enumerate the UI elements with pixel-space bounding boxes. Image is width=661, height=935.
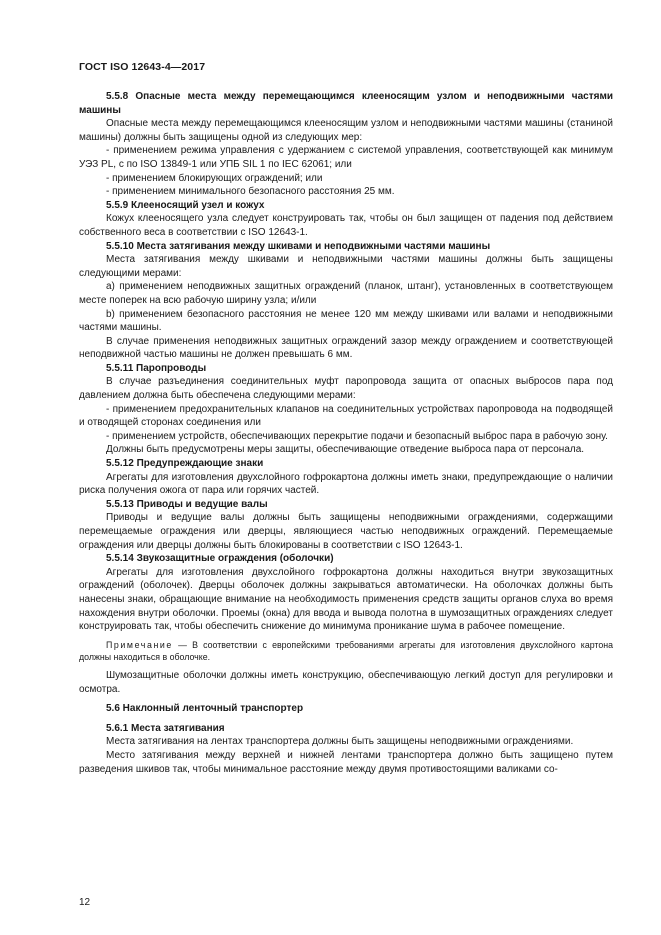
paragraph: Место затягивания между верхней и нижней лентами транспортера должно быть защищено путем разведения шкивов так, чтобы минимальное расстояние между двумя противостоящими валиками со- (79, 749, 613, 775)
section-heading-5-6-1: 5.6.1 Места затягивания (106, 722, 225, 734)
note (79, 639, 613, 664)
list-item: - применением режима управления с удержанием с системой управления, соответствующей как минимум УЭЗ PL, с по ISO 13849-1 или УПБ SIL 1 по IEC 62061; или (79, 145, 613, 170)
note-text: — В соответствии с европейскими требованиями агрегаты для изготовления двухслойного картона должны находиться в оболочке. (79, 639, 613, 663)
paragraph: Приводы и ведущие валы должны быть защищены неподвижными ограждениями, содержащими перемещаемые ограждения или дверцы, являющиеся частью неподвижных ограждений. Перемещаемые ограждения или дверцы должны быть блокированы в соответствии с ISO 12643-1. (79, 512, 613, 551)
section-heading-5-5-8: 5.5.8 Опасные места между перемещающимся клееносящим узлом и неподвижными частями машины (79, 91, 613, 116)
list-item: a) применением неподвижных защитных ограждений (планок, штанг), установленных в соответствующем месте поперек на всю рабочую ширину узла; и/или (79, 281, 613, 306)
section-heading-5-6: 5.6 Наклонный ленточный транспортер (106, 703, 304, 715)
list-item: - применением предохранительных клапанов на соединительных устройствах паропровода на подводящей и отводящей сторонах соединения или (79, 403, 613, 429)
paragraph: Опасные места между перемещающимся клееносящим узлом и неподвижными частями машины (станиной машины) должны быть защищены одной из следующих мер: (79, 118, 613, 143)
paragraph: Должны быть предусмотрены меры защиты, обеспечивающие отведение выброса пара от персонала. (106, 444, 585, 456)
document-body (79, 90, 613, 776)
paragraph: В случае применения неподвижных защитных ограждений зазор между ограждением и соответствующей неподвижной частью машины не должен превышать 6 мм. (79, 335, 613, 361)
page-number: 12 (79, 897, 91, 908)
paragraph: В случае разъединения соединительных муфт паропровода защита от опасных выбросов пара под давлением должна быть обеспечена следующими мерами: (79, 376, 613, 402)
paragraph: Кожух клееносящего узла следует конструировать так, чтобы он был защищен от падения под действием собственного веса в соответствии с ISO 12643-1. (79, 213, 613, 238)
list-item: - применением минимального безопасного расстояния 25 мм. (106, 186, 395, 198)
note-label: Примечание (106, 639, 173, 650)
paragraph: Места затягивания между шкивами и неподвижными частями машины должны быть защищены следующими мерами: (79, 254, 613, 279)
paragraph: Места затягивания на лентах транспортера должны быть защищены неподвижными ограждениями. (106, 736, 574, 748)
list-item: b) применением безопасного расстояния не менее 120 мм между шкивами или валами и неподвижными частями машины. (79, 308, 613, 334)
section-heading-5-5-13: 5.5.13 Приводы и ведущие валы (106, 498, 268, 510)
section-heading-5-5-11: 5.5.11 Паропроводы (106, 362, 207, 374)
section-heading-5-5-10: 5.5.10 Места затягивания между шкивами и неподвижными частями машины (106, 240, 491, 252)
document-header: ГОСТ ISO 12643-4—2017 (79, 61, 206, 73)
section-heading-5-5-12: 5.5.12 Предупреждающие знаки (106, 458, 264, 470)
section-heading-5-5-9: 5.5.9 Клееносящий узел и кожух (106, 199, 265, 211)
list-item: - применением блокирующих ограждений; или (106, 172, 323, 184)
paragraph: Шумозащитные оболочки должны иметь конструкцию, обеспечивающую легкий доступ для регулировки и осмотра. (79, 669, 613, 695)
list-item: - применением устройств, обеспечивающих перекрытие подачи и безопасный выброс пара в рабочую зону. (106, 430, 608, 442)
section-heading-5-5-14: 5.5.14 Звукозащитные ограждения (оболочки) (106, 553, 334, 565)
paragraph: Агрегаты для изготовления двухслойного гофрокартона должны иметь знаки, предупреждающие о наличии риска получения ожога от пара или горячих частей. (79, 471, 613, 497)
paragraph: Агрегаты для изготовления двухслойного гофрокартона должны находиться внутри звукозащитных ограждений (оболочек). Дверцы оболочек должны закрываться автоматически. На оболочках должны быть нанесены знаки, обращающие внимание на необходимость применения средств защиты органов слуха во время нахождения внутри оболочки. Проемы (окна) для ввода и вывода полотна в шумозащитных ограждениях следует конструировать так, чтобы обеспечить снижение до минимума проникание шума в рабочее помещение. (79, 566, 613, 633)
